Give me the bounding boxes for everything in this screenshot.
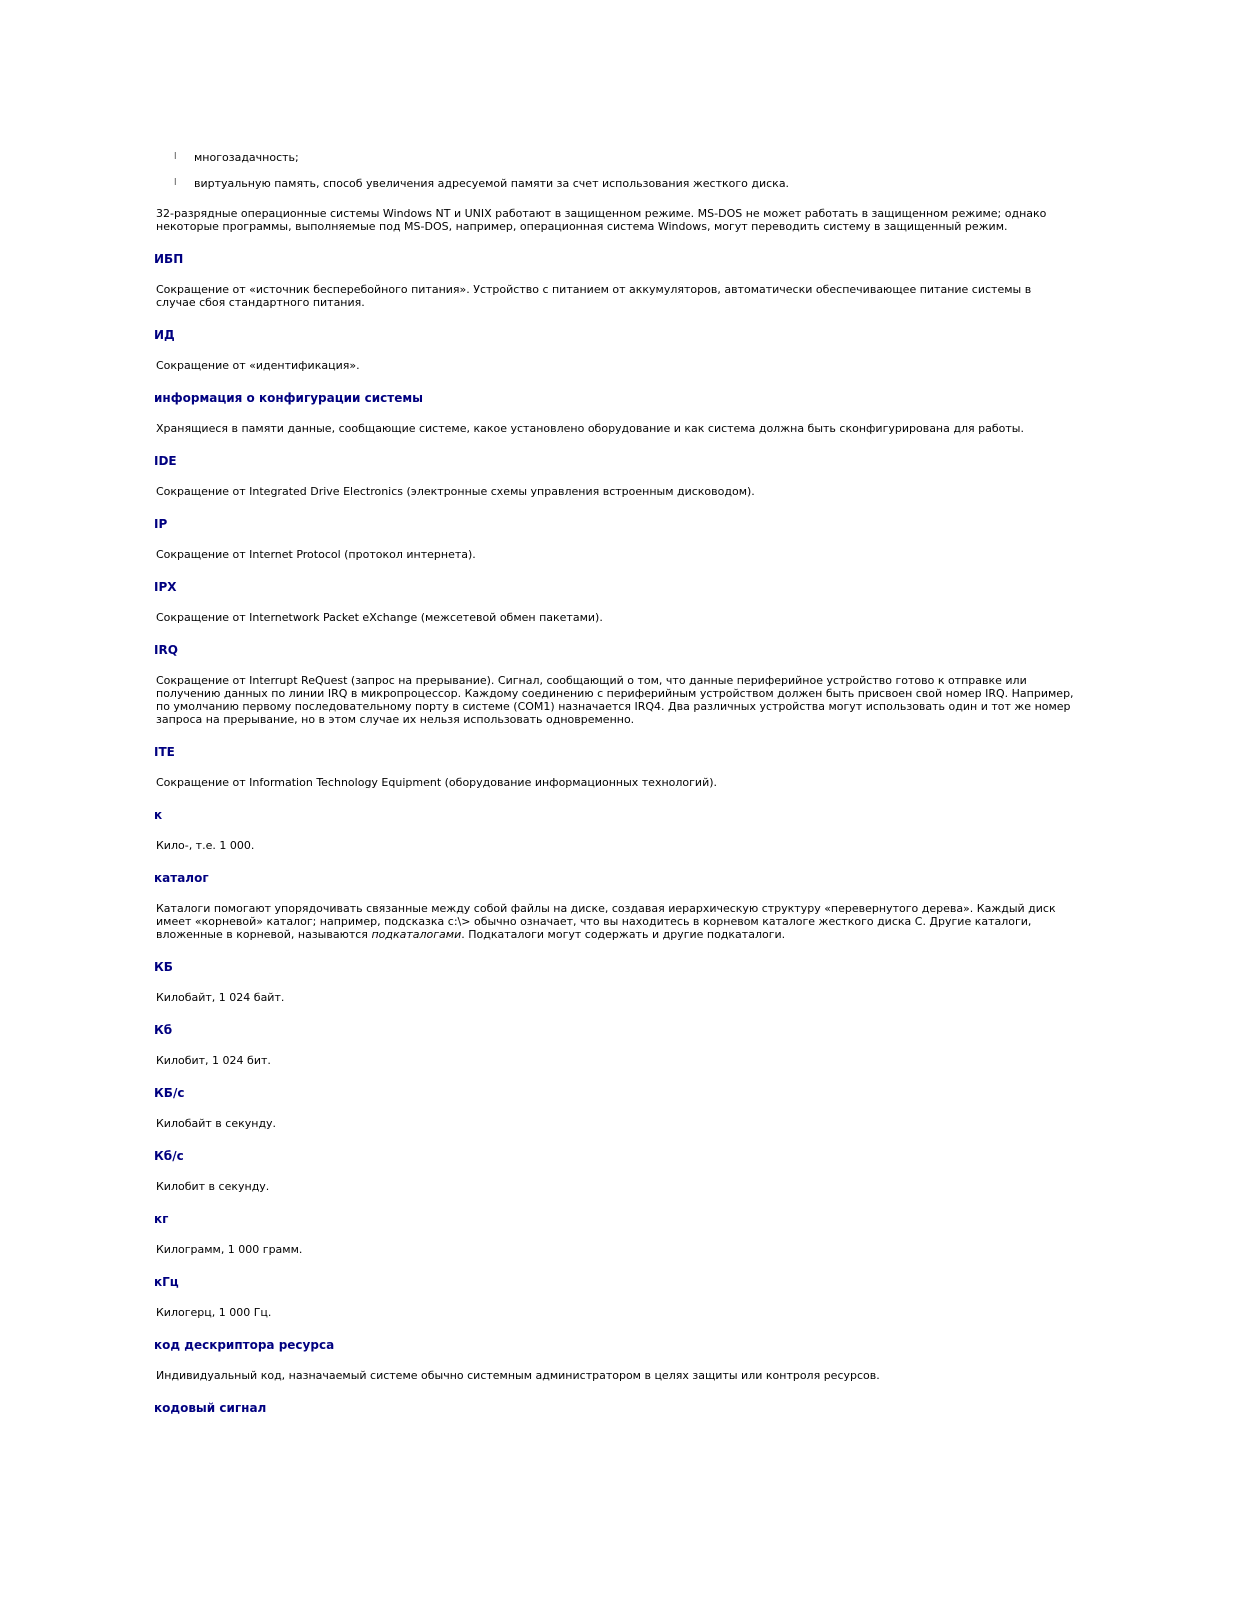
term-heading: информация о конфигурации системы bbox=[154, 391, 424, 405]
term-heading: кодовый сигнал bbox=[154, 1401, 267, 1415]
term-definition: Сокращение от Information Technology Equipment (оборудование информационных технологий). bbox=[156, 776, 717, 789]
bullet-list bbox=[154, 151, 1074, 190]
term-heading: ИД bbox=[154, 328, 175, 342]
term-definition: Сокращение от Internetwork Packet eXchange (межсетевой обмен пакетами). bbox=[156, 611, 603, 624]
term-heading: код дескриптора ресурса bbox=[154, 1338, 335, 1352]
definition-text: Каталоги помогают упорядочивать связанные между собой файлы на диске, создавая иерархическую структуру «перевернутого дерева». Каждый диск имеет «корневой» каталог; например, подсказка c:\> обычно означает, что вы находитесь в корневом каталоге жесткого диска C. Другие каталоги, вложенные в корневой, называются bbox=[156, 902, 1056, 941]
bullet-icon: l bbox=[174, 152, 177, 162]
term-heading: Кб/с bbox=[154, 1149, 184, 1163]
term-definition: Кило-, т.е. 1 000. bbox=[156, 839, 255, 852]
term-definition: Килобит в секунду. bbox=[156, 1180, 270, 1193]
list-item-text: многозадачность; bbox=[194, 151, 299, 164]
definition-text: . Подкаталоги могут содержать и другие подкаталоги. bbox=[461, 928, 786, 941]
document-body bbox=[154, 151, 1074, 1432]
term-heading: IRQ bbox=[154, 643, 178, 657]
term-heading: IP bbox=[154, 517, 168, 531]
term-definition: Сокращение от Internet Protocol (протокол интернета). bbox=[156, 548, 476, 561]
term-heading: к bbox=[154, 808, 163, 822]
term-definition: Килобайт в секунду. bbox=[156, 1117, 277, 1130]
term-heading: кг bbox=[154, 1212, 169, 1226]
bullet-icon: l bbox=[174, 178, 177, 188]
term-definition: Сокращение от Interrupt ReQuest (запрос на прерывание). Сигнал, сообщающий о том, что данные периферийное устройство готово к отправке или получению данных по линии IRQ в микропроцессор. Каждому соединению с периферийным устройством должен быть присвоен свой номер IRQ. Например, по умолчанию первому последовательному порту в системе (COM1) назначается IRQ4. Два различных устройства могут использовать один и тот же номер запроса на прерывание, но в этом случае их нельзя использовать одновременно. bbox=[156, 674, 1074, 726]
term-heading: IPX bbox=[154, 580, 177, 594]
term-heading: Кб bbox=[154, 1023, 173, 1037]
intro-paragraph: 32-разрядные операционные системы Windows NT и UNIX работают в защищенном режиме. MS-DOS не может работать в защищенном режиме; однако некоторые программы, выполняемые под MS-DOS, например, операционная система Windows, могут переводить систему в защищенный режим. bbox=[156, 207, 1047, 233]
term-definition: Килобайт, 1 024 байт. bbox=[156, 991, 285, 1004]
term-heading: КБ bbox=[154, 960, 173, 974]
list-item bbox=[154, 177, 1074, 190]
term-heading: КБ/с bbox=[154, 1086, 185, 1100]
term-heading: ИБП bbox=[154, 252, 184, 266]
term-definition bbox=[154, 902, 1074, 941]
term-definition: Килограмм, 1 000 грамм. bbox=[156, 1243, 303, 1256]
term-definition: Индивидуальный код, назначаемый системе обычно системным администратором в целях защиты или контроля ресурсов. bbox=[156, 1369, 880, 1382]
term-heading: IDE bbox=[154, 454, 177, 468]
term-heading: каталог bbox=[154, 871, 209, 885]
term-definition: Сокращение от «идентификация». bbox=[156, 359, 360, 372]
list-item-text: виртуальную память, способ увеличения адресуемой памяти за счет использования жесткого диска. bbox=[194, 177, 790, 190]
term-definition: Сокращение от «источник бесперебойного питания». Устройство с питанием от аккумуляторов, автоматически обеспечивающее питание системы в случае сбоя стандартного питания. bbox=[156, 283, 1032, 309]
term-heading: ITE bbox=[154, 745, 175, 759]
term-definition: Килобит, 1 024 бит. bbox=[156, 1054, 271, 1067]
term-heading: кГц bbox=[154, 1275, 179, 1289]
term-definition: Сокращение от Integrated Drive Electronics (электронные схемы управления встроенным дисководом). bbox=[156, 485, 755, 498]
term-definition: Килогерц, 1 000 Гц. bbox=[156, 1306, 272, 1319]
definition-italic-text: подкаталогами bbox=[371, 928, 462, 941]
term-definition: Хранящиеся в памяти данные, сообщающие системе, какое установлено оборудование и как система должна быть сконфигурирована для работы. bbox=[156, 422, 1024, 435]
list-item bbox=[154, 151, 1074, 164]
